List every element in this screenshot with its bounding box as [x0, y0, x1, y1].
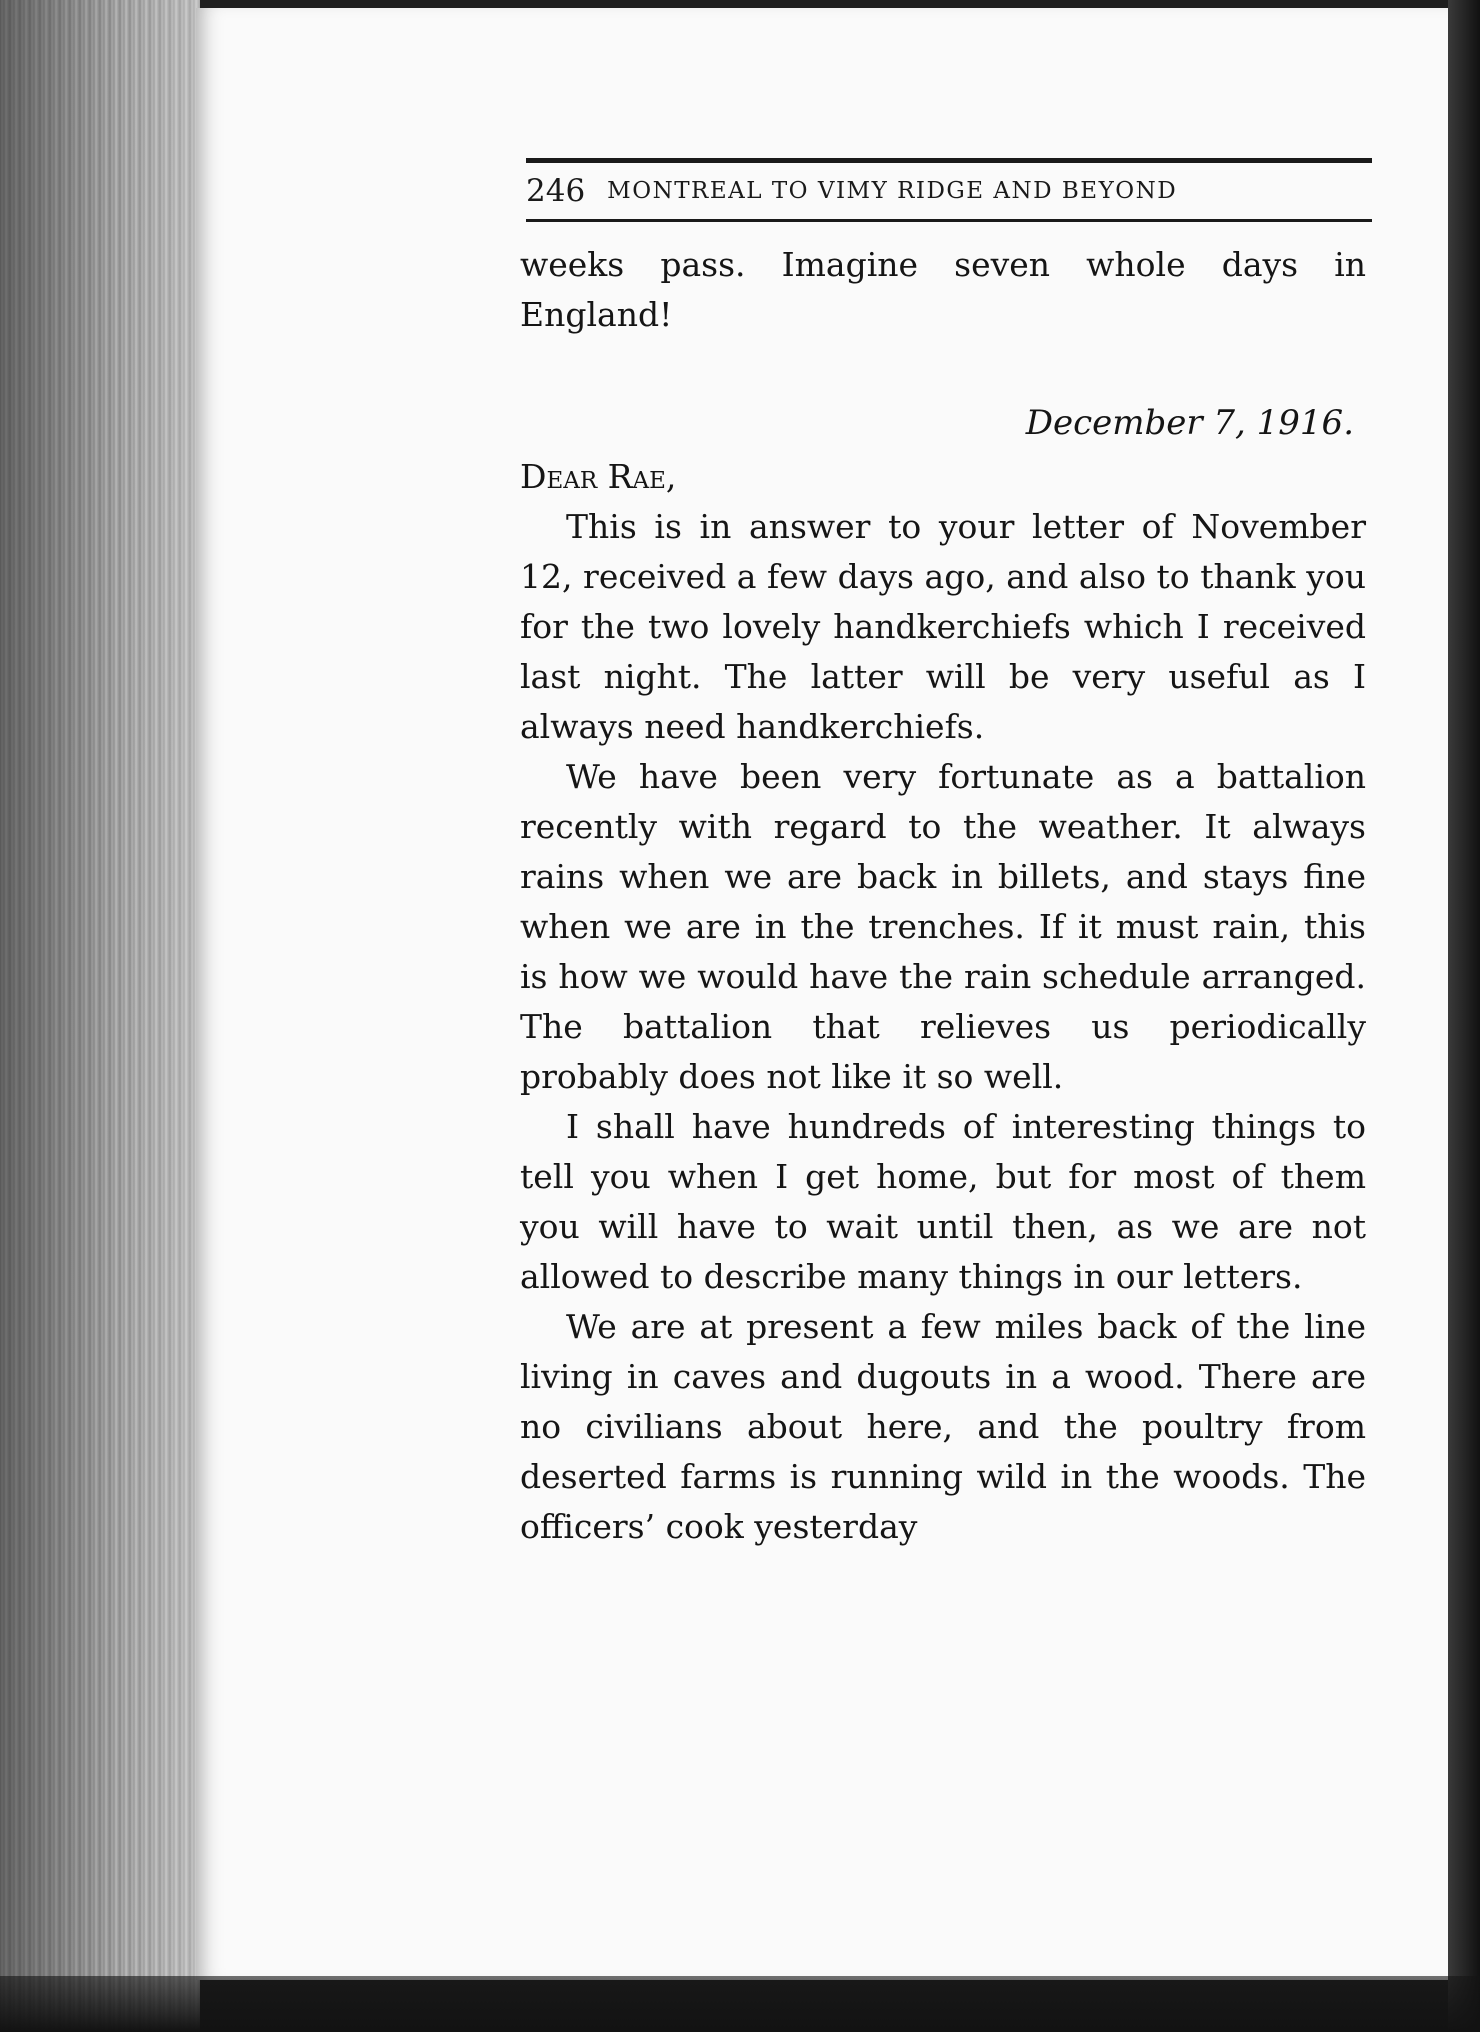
running-title: MONTREAL TO VIMY RIDGE AND BEYOND	[607, 178, 1178, 204]
page-number: 246	[526, 173, 586, 209]
book-page-edges	[0, 0, 200, 2032]
scan-bottom-border	[0, 1976, 1480, 2032]
letter-salutation: Dear Rae,	[520, 457, 677, 496]
paragraph: We are at present a few miles back of the line living in caves and dugouts in a wood. There are no civilians about here, and the poultry from deserted farms is running wild in the woods. The officers’ cook yesterday	[520, 1307, 1366, 1546]
letter-text	[520, 240, 1366, 1552]
paragraph: This is in answer to your letter of November 12, received a few days ago, and also to thank you for the two lovely handkerchiefs which I received last night. The latter will be very useful as I always need handkerchiefs.	[520, 507, 1366, 746]
paragraph: I shall have hundreds of interesting things to tell you when I get home, but for most of them you will have to wait until then, as we are not allowed to describe many things in our letters.	[520, 1107, 1366, 1296]
running-header	[526, 158, 1372, 222]
continued-paragraph: weeks pass. Imagine seven whole days in England!	[520, 245, 1366, 334]
scan-right-border	[1448, 0, 1480, 2032]
paragraph: We have been very fortunate as a battalion recently with regard to the weather. It always rains when we are back in billets, and stays fine when we are in the trenches. If it must rain, this is how we would have the rain schedule arranged. The battalion that relieves us periodically probably does not like it so well.	[520, 757, 1366, 1096]
letter-date: December 7, 1916.	[1025, 403, 1354, 443]
